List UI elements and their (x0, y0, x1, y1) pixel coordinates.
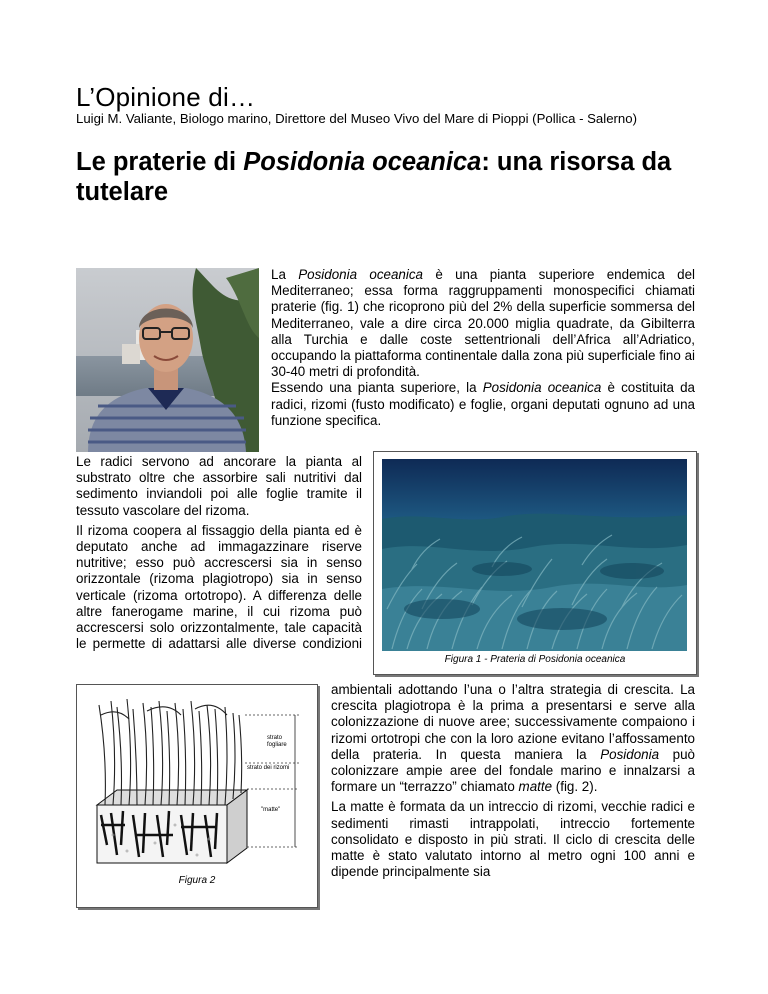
author-byline: Luigi M. Valiante, Biologo marino, Direttore del Museo Vivo del Mare di Pioppi (Pollica - Salerno) (76, 111, 637, 126)
figure-2-caption: Figura 2 (178, 875, 216, 886)
paragraph-3: Le radici servono ad ancorare la pianta al substrato oltre che assorbire sali nutritivi dal sedimento inviandoli poi alle foglie tramite il tessuto vascolare del rizoma. (76, 454, 362, 518)
label-strato-fogliare: strato fogliare (267, 735, 287, 748)
figure-2 (76, 684, 318, 908)
label-strato-rizomi: strato dei rizomi (247, 765, 290, 771)
seagrass-meadow-photo (382, 459, 687, 651)
figure-1 (373, 451, 697, 675)
section-kicker: L’Opinione di… (76, 82, 256, 112)
paragraph-4: Il rizoma coopera al fissaggio della pianta ed è deputato anche ad immagazzinare riserve nutritive; esso può accrescersi sia in senso orizzontale (rizoma plagiotropo) sia in senso verticale (rizoma ortotropo). A differenza delle altre fanerogame marine, il cui rizoma può accrescersi solo orizzontalmente, tale capacità le permette di adattarsi alle diverse condizioni (76, 522, 362, 652)
intro-text (271, 267, 695, 429)
left-column-text (76, 454, 362, 652)
article-title: Le praterie di Posidonia oceanica: una risorsa da tutelare (76, 148, 672, 206)
paragraph-6: La matte è formata da un intreccio di rizomi, vecchie radici e sedimenti rimasti intrappolati, intreccio fortemente consolidato e disposto in più strati. Il ciclo di crescita delle matte è stato valutato intorno al metro ogni 100 anni e dipende principalmente sia (331, 799, 695, 880)
author-photo (76, 268, 259, 452)
figure-1-caption: Figura 1 - Prateria di Posidonia oceanica (444, 654, 626, 665)
right-column-text (331, 682, 695, 880)
paragraph-2: Essendo una pianta superiore, la Posidonia oceanica è costituita da radici, rizomi (fusto modificato) e foglie, organi deputati ognuno ad una funzione specifica. (271, 380, 695, 428)
paragraph-5: ambientali adottando l’una o l’altra strategia di crescita. La crescita plagiotropa è la prima a presentarsi e serve alla colonizzazione di nuove aree; successivamente compaiono i rizomi ortotropi che con la loro azione evitano l’affossamento della prateria. In questa maniera la Posidonia può colonizzare ampie aree del fondale marino e innalzarsi a formare un “terrazzo” chiamato matte (fig. 2). (331, 682, 695, 795)
matte-diagram (77, 685, 317, 875)
paragraph-1: La Posidonia oceanica è una pianta superiore endemica del Mediterraneo; essa forma raggruppamenti monospecifici chiamati praterie (fig. 1) che ricoprono più del 2% della superficie sommersa del Mediterraneo, vale a dire circa 20.000 miglia quadrate, da Gibilterra alla Turchia e dalle coste settentrionali dell’Africa all’Adriatico, occupando la piattaforma continentale dalla zona più superficiale fino ai 30-40 metri di profondità. (271, 267, 695, 380)
label-matte: "matte" (261, 807, 281, 813)
